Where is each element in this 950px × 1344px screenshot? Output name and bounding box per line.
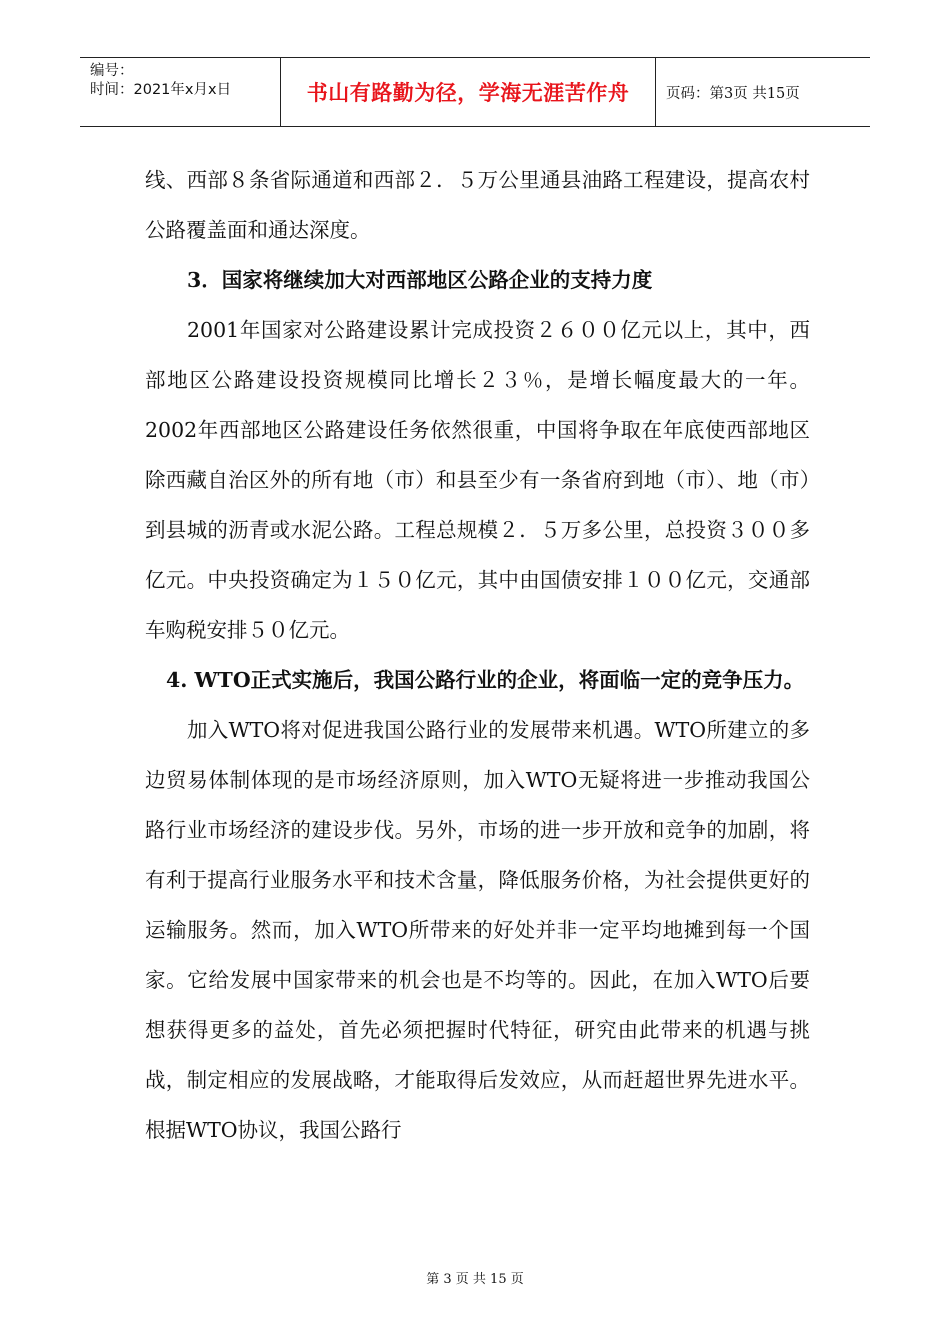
header-meta (80, 58, 281, 126)
paragraph-wto: 加入WTO将对促进我国公路行业的发展带来机遇。WTO所建立的多边贸易体制体现的是市场经济原则，加入WTO无疑将进一步推动我国公路行业市场经济的建设步伐。另外，市场的进一步开放和竞争的加剧，将有利于提高行业服务水平和技术含量，降低服务价格，为社会提供更好的运输服务。然而，加入WTO所带来的好处并非一定平均地摊到每一个国家。它给发展中国家带来的机会也是不均等的。因此，在加入WTO后要想获得更多的益处，首先必须把握时代特征，研究由此带来的机遇与挑战，制定相应的发展战略，才能取得后发效应，从而赶超世界先进水平。根据WTO协议，我国公路行 (145, 718, 810, 1142)
header-motto: 书山有路勤为径，学海无涯苦作舟 (281, 58, 656, 126)
page-header (80, 57, 870, 127)
section-heading-4: 4. WTO正式实施后，我国公路行业的企业，将面临一定的竞争压力。 (166, 668, 805, 692)
section-heading-3: 3．国家将继续加大对西部地区公路企业的支持力度 (187, 268, 653, 292)
document-body (145, 155, 810, 1155)
paragraph-2001-investment: 2001年国家对公路建设累计完成投资２６００亿元以上，其中，西部地区公路建设投资规模同比增长２３％，是增长幅度最大的一年。2002年西部地区公路建设任务依然很重，中国将争取在年底使西部地区除西藏自治区外的所有地（市）和县至少有一条省府到地（市）、地（市）到县城的沥青或水泥公路。工程总规模２．５万多公里，总投资３００多亿元。中央投资确定为１５０亿元，其中由国债安排１００亿元，交通部车购税安排５０亿元。 (145, 318, 810, 642)
paragraph-continued: 线、西部８条省际通道和西部２．５万公里通县油路工程建设，提高农村公路覆盖面和通达深度。 (145, 168, 810, 242)
header-page-info: 页码：第3页 共15页 (666, 85, 800, 102)
document-time-label: 时间：2021年x月x日 (90, 82, 232, 98)
document-number-label: 编号： (90, 63, 134, 79)
page-footer: 第 3 页 共 15 页 (426, 1272, 524, 1287)
